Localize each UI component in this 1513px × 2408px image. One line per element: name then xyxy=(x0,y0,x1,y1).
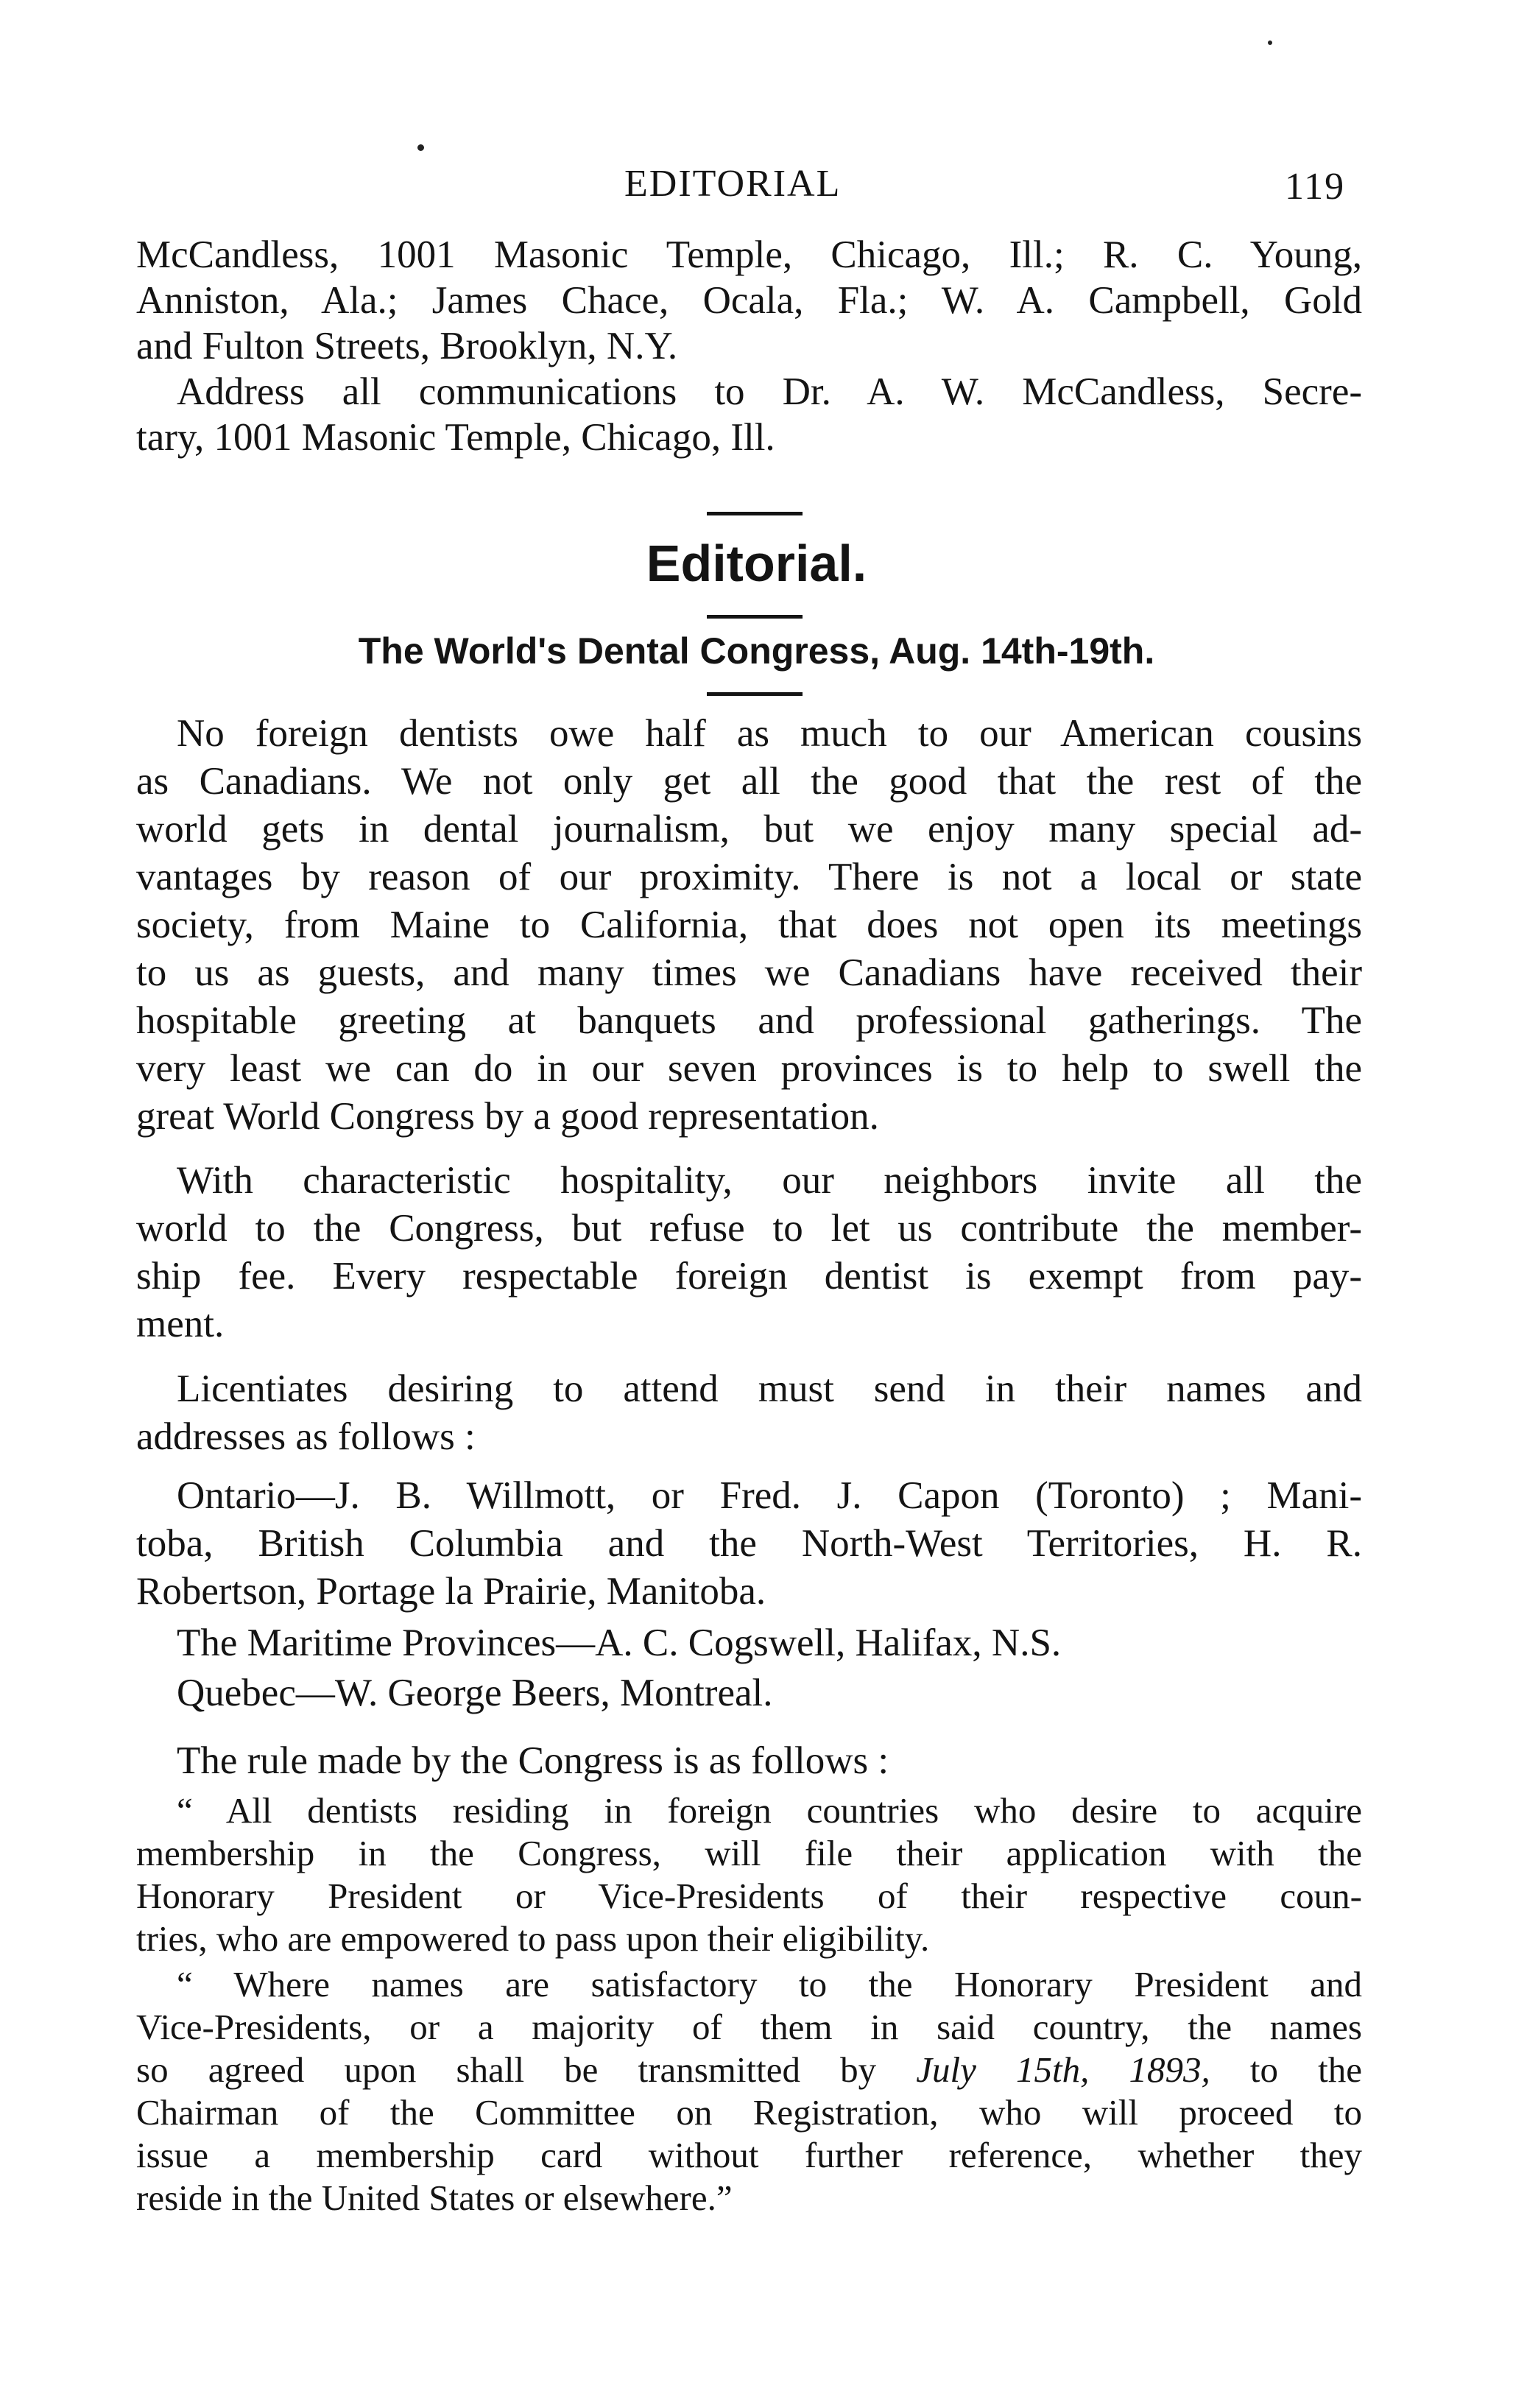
divider-rule xyxy=(707,512,803,515)
quote-line: tries, who are empowered to pass upon their eligibility. xyxy=(136,1918,930,1959)
contact-line: toba, British Columbia and the North-West Territories, H. R. xyxy=(136,1522,1362,1565)
section-title: Editorial. xyxy=(646,535,867,592)
intro-line: Anniston, Ala.; James Chace, Ocala, Fla.; W. A. Campbell, Gold xyxy=(136,279,1362,322)
print-speck xyxy=(1268,41,1272,45)
paragraph-line: ship fee. Every respectable foreign dentist is exempt from pay- xyxy=(136,1255,1362,1298)
paragraph-line: great World Congress by a good representation. xyxy=(136,1095,879,1138)
intro-line: McCandless, 1001 Masonic Temple, Chicago, Ill.; R. C. Young, xyxy=(136,233,1362,276)
quote-line: issue a membership card without further reference, whether they xyxy=(136,2135,1362,2175)
paragraph-line: hospitable greeting at banquets and professional gatherings. The xyxy=(136,999,1362,1042)
intro-line: and Fulton Streets, Brooklyn, N.Y. xyxy=(136,325,678,367)
quote-line: membership in the Congress, will file their application with the xyxy=(136,1833,1362,1873)
quote-text: to the xyxy=(1210,2049,1362,2090)
quote-line: Chairman of the Committee on Registration, who will proceed to xyxy=(136,2092,1362,2133)
quote-line: Honorary President or Vice-Presidents of their respective coun- xyxy=(136,1876,1362,1916)
paragraph-line: No foreign dentists owe half as much to our American cousins xyxy=(177,712,1362,755)
paragraph-line: Licentiates desiring to attend must send in their names and xyxy=(177,1367,1362,1410)
contact-line: Quebec—W. George Beers, Montreal. xyxy=(177,1672,773,1714)
paragraph-line: very least we can do in our seven provinces is to help to swell the xyxy=(136,1047,1362,1090)
paragraph-line: addresses as follows : xyxy=(136,1415,476,1458)
quote-line: Vice-Presidents, or a majority of them in said country, the names xyxy=(136,2007,1362,2047)
intro-line: tary, 1001 Masonic Temple, Chicago, Ill. xyxy=(136,416,775,459)
divider-rule xyxy=(707,615,803,619)
print-speck xyxy=(417,144,424,151)
intro-line: Address all communications to Dr. A. W. McCandless, Secre- xyxy=(177,370,1362,413)
quote-text: so agreed upon shall be transmitted by xyxy=(136,2049,917,2090)
page-number: 119 xyxy=(1285,166,1346,208)
running-title: EDITORIAL xyxy=(624,163,842,205)
paragraph-line: world to the Congress, but refuse to let us contribute the member- xyxy=(136,1207,1362,1250)
paragraph-line: ment. xyxy=(136,1303,225,1345)
quote-line: “ All dentists residing in foreign countries who desire to acquire xyxy=(177,1790,1362,1831)
paragraph-line: world gets in dental journalism, but we enjoy many special ad- xyxy=(136,808,1362,851)
paragraph-line: to us as guests, and many times we Canadians have received their xyxy=(136,951,1362,994)
quote-line: “ Where names are satisfactory to the Honorary President and xyxy=(177,1964,1362,2004)
contact-line: Robertson, Portage la Prairie, Manitoba. xyxy=(136,1570,766,1613)
rule-intro: The rule made by the Congress is as follows : xyxy=(177,1739,889,1782)
paragraph-line: vantages by reason of our proximity. There is not a local or state xyxy=(136,856,1362,898)
quote-line-with-date xyxy=(136,2049,1362,2091)
paragraph-line: as Canadians. We not only get all the good that the rest of the xyxy=(136,760,1362,803)
article-title: The World's Dental Congress, Aug. 14th-19th. xyxy=(358,630,1155,672)
contact-line: Ontario—J. B. Willmott, or Fred. J. Capon (Toronto) ; Mani- xyxy=(177,1474,1362,1517)
quote-date: July 15th, 1893, xyxy=(916,2049,1210,2090)
divider-rule xyxy=(707,692,803,696)
quote-line: reside in the United States or elsewhere.” xyxy=(136,2178,733,2218)
paragraph-line: society, from Maine to California, that does not open its meetings xyxy=(136,904,1362,946)
paragraph-line: With characteristic hospitality, our neighbors invite all the xyxy=(177,1159,1362,1202)
contact-line: The Maritime Provinces—A. C. Cogswell, Halifax, N.S. xyxy=(177,1622,1062,1664)
